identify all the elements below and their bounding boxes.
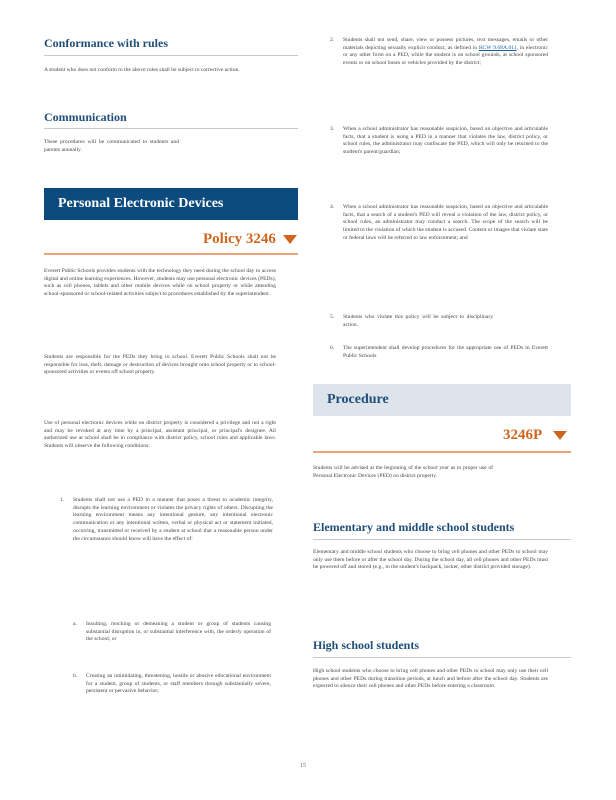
divider <box>313 657 571 658</box>
elementary-heading: Elementary and middle school students <box>313 520 515 534</box>
triangle-down-icon <box>553 431 567 440</box>
procedure-text: Students will be advised at the beginning of the school year as to proper use of Personal Electronic Devices (PED) on district property. <box>313 465 493 479</box>
triangle-down-icon <box>283 235 297 244</box>
high-school-text: High school students who choose to bring cell phones and other PEDs to school may only use their cell phones and other PEDs during transition periods, at lunch and before after the school day. Students are expected to silence their cell phones and other PEDs before entering a classroom. <box>313 668 548 690</box>
list-item-a: Insulting, mocking or demeaning a student or group of students causing substantial disruption in, or substantial interference with, the orderly operation of the school; or <box>86 621 271 643</box>
section-banner <box>44 188 298 220</box>
list-item-5: Students who violate this policy will be subject to disciplinary action. <box>343 314 493 328</box>
procedure-banner <box>313 384 571 416</box>
policy-label: Policy 3246 <box>203 231 276 247</box>
policy-paragraph-3: Use of personal electronic devices while on district property is considered a privilege and not a right and may be revoked at any time by a principal, assistant principal, or principal's designee. All authorized use at school shall be in compliance with district policy, school rules and applicable laws. Students will observe the following conditions: <box>44 420 276 450</box>
divider <box>44 128 298 129</box>
procedure-title: Procedure <box>327 392 389 407</box>
list-item-1: Students shall not use a PED in a manner that poses a threat to academic integrity, disrupts the learning environment or violates the privacy rights of others. Disrupting the learning environment means any intentional gesture, any intentional electronic communication or any intentional written, verbal or physical act or statement initiated, occurring, transmitted or received by a student at school that a reasonable person under the circumstance should know will have the effect of: <box>73 497 273 542</box>
list-letter: b. <box>73 673 78 679</box>
orange-rule <box>313 451 571 453</box>
list-number: 6. <box>330 345 335 351</box>
list-item-4: When a school administrator has reasonable suspicion, based on objective and articulable facts, that a search of a student's PED will reveal a violation of the law, district policy, or school rules, an administrator may conduct a search. The scope of the search will be limited to the violation of which the student is accused. Content or images that violate state or federal laws will be referred to law enforcement; and <box>343 204 548 241</box>
list-number: 3. <box>330 126 335 132</box>
list-number: 4. <box>330 204 335 210</box>
high-school-heading: High school students <box>313 638 420 652</box>
list-item-b: Creating an intimidating, threatening, hostile or abusive educational environment for a student, group of students, or staff members through substantially severe, persistent or pervasive behavior; <box>86 673 271 695</box>
policy-paragraph-1: Everett Public Schools provides students with the technology they need during the school day to access digital and online learning experiences. However, students may use personal electronic devices (PEDs), such as cell phones, tablets and other mobile devices while on school property or while attending school-sponsored or school-related activities subject to procedures established by the superintendent. <box>44 268 276 298</box>
elementary-text: Elementary and middle school students who choose to bring cell phones and other PEDs to school may only use them before or after the school day. During the school day, all cell phones and other PEDs must be powered off and stored (e.g., in the student's backpack, locker, other district provided storage). <box>313 549 548 571</box>
rcw-link[interactable]: RCW 9.68A.011 <box>478 44 517 51</box>
communication-text: These procedures will be communicated to students and parents annually. <box>44 139 179 153</box>
conformance-text: A student who does not conform to the above rules shall be subject to corrective action. <box>44 67 240 73</box>
banner-title: Personal Electronic Devices <box>58 196 224 211</box>
list-number: 2. <box>330 37 335 43</box>
policy-paragraph-2: Students are responsible for the PEDs they bring to school. Everett Public Schools shall not be responsible for loss, theft, damage or destruction of devices brought onto school property or to school-sponsored activities or events off school property. <box>44 354 276 376</box>
divider <box>313 539 571 540</box>
communication-heading: Communication <box>44 110 127 124</box>
conformance-heading: Conformance with rules <box>44 36 168 50</box>
list-letter: a. <box>73 621 77 627</box>
orange-rule <box>44 253 298 255</box>
list-item-6: The superintendent shall develop procedures for the appropriate use of PEDs in Everett Public Schools <box>343 345 548 359</box>
procedure-label: 3246P <box>503 427 543 443</box>
page-number: 15 <box>300 763 306 769</box>
list-item-3: When a school administrator has reasonable suspicion, based on objective and articulable facts, that a student is using a PED in a manner that violates the law, district policy, or school rules, the administrator may confiscate the PED, which will only be returned to the student's parent/guardian; <box>343 126 548 156</box>
list-number: 1. <box>60 497 65 503</box>
list-number: 5. <box>330 314 335 320</box>
divider <box>44 55 298 56</box>
list-item-2: Students shall not send, share, view or possess pictures, text messages, emails or other materials depicting sexually explicit conduct, as defined in RCW 9.68A.011, in electronic or any other form on a PED, while the student is on school grounds, at school sponsored events or on school buses or vehicles provided by the district; <box>343 37 548 67</box>
